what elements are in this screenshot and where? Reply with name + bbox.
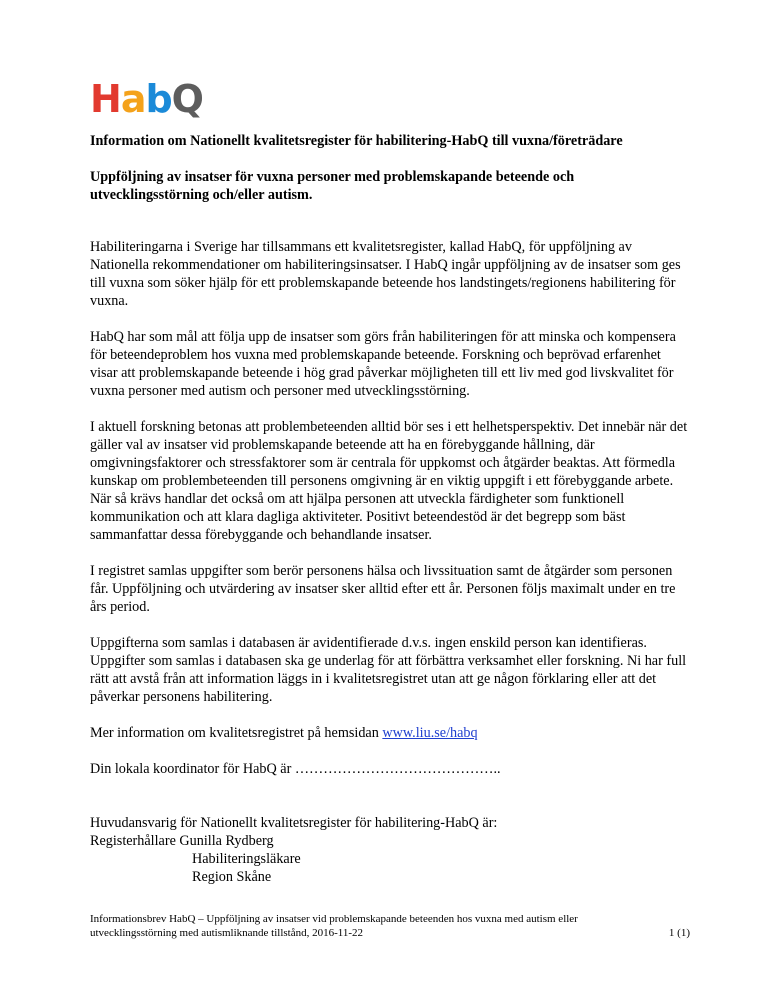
document-title: Information om Nationellt kvalitetsregister för habilitering-HabQ till vuxna/företrädare [90,133,623,149]
more-info-line [90,724,690,742]
footer-line-1: Informationsbrev HabQ – Uppföljning av insatser vid problemskapande beteenden hos vuxna med autism eller [90,913,578,925]
page-number: 1 (1) [668,927,690,939]
paragraph-intro: Habiliteringarna i Sverige har tillsammans ett kvalitetsregister, kallad HabQ, för uppföljning av Nationella rekommendationer om habiliteringsinsatser. I HabQ ingår uppföljning av de insatser som ges till vuxna som söker hjälp för ett problemskapande beteende hos landstingets/regionens habilitering för vuxna. [90,239,681,309]
paragraph-registry: I registret samlas uppgifter som berör personens hälsa och livssituation samt de åtgärder som personen får. Uppföljning och utvärdering av insatser sker alltid efter ett år. Personen följs maximalt under en tre års period. [90,563,676,615]
more-info-text: Mer information om kvalitetsregistret på hemsidan [90,725,383,741]
paragraph-privacy: Uppgifterna som samlas i databasen är avidentifierade d.v.s. ingen enskild person kan identifieras. Uppgifter som samlas i databasen ska ge underlag för att förbättra verksamhet eller forskning. Ni har full rätt att avstå från att information läggs in i kvalitetsregistret utan att ge någon förklaring eller att det påverkar personens habilitering. [90,635,687,705]
footer-line-2: utvecklingsstörning med autismliknande tillstånd, 2016-11-22 [90,927,364,939]
habq-website-link[interactable]: www.liu.se/habq [382,725,478,741]
responsible-intro: Huvudansvarig för Nationellt kvalitetsregister för habilitering-HabQ är: [90,815,498,831]
paragraph-goal: HabQ har som mål att följa upp de insatser som görs från habiliteringen för att minska och kompensera för beteendeproblem hos vuxna med problemskapande beteende. Forskning och beprövad erfarenhet visar att problemskapande beteende i hög grad påverkar möjligheten till ett liv med god livskvalitet för vuxna personer med autism och personer med utvecklingsstörning. [90,329,676,399]
habq-logo [90,77,203,121]
holder-region: Region Skåne [192,869,272,885]
holder-role: Habiliteringsläkare [192,851,301,867]
logo-letter-a: a [120,77,146,121]
page-footer [90,912,690,940]
paragraph-research: I aktuell forskning betonas att problembeteenden alltid bör ses i ett helhetsperspektiv. Det innebär när det gäller val av insatser vid problemskapande beteende att ha en förebyggande hållning, där omgivningsfaktorer och stressfaktorer som är centrala för uppkomst och åtgärder beaktas. Att förmedla kunskap om problembeteenden till personens omgivning är en viktig uppgift i ett förebyggande arbete. När så krävs handlar det också om att hjälpa personen att utveckla färdigheter som funktionell kommunikation och att klara dagliga aktiviteter. Positivt beteendestöd är det begrepp som bäst sammanfattar dessa förebyggande och behandlande insatser. [90,419,688,543]
registry-holder: Registerhållare Gunilla Rydberg [90,833,274,849]
coordinator-line: Din lokala koordinator för HabQ är …………………………………….. [90,761,501,777]
document-subtitle: Uppföljning av insatser för vuxna personer med problemskapande beteende och utvecklingsstörning och/eller autism. [90,169,575,203]
logo-letter-q: Q [171,77,203,121]
document-body [90,132,690,886]
logo-letter-h: H [90,77,121,121]
logo-letter-b: b [145,77,172,121]
